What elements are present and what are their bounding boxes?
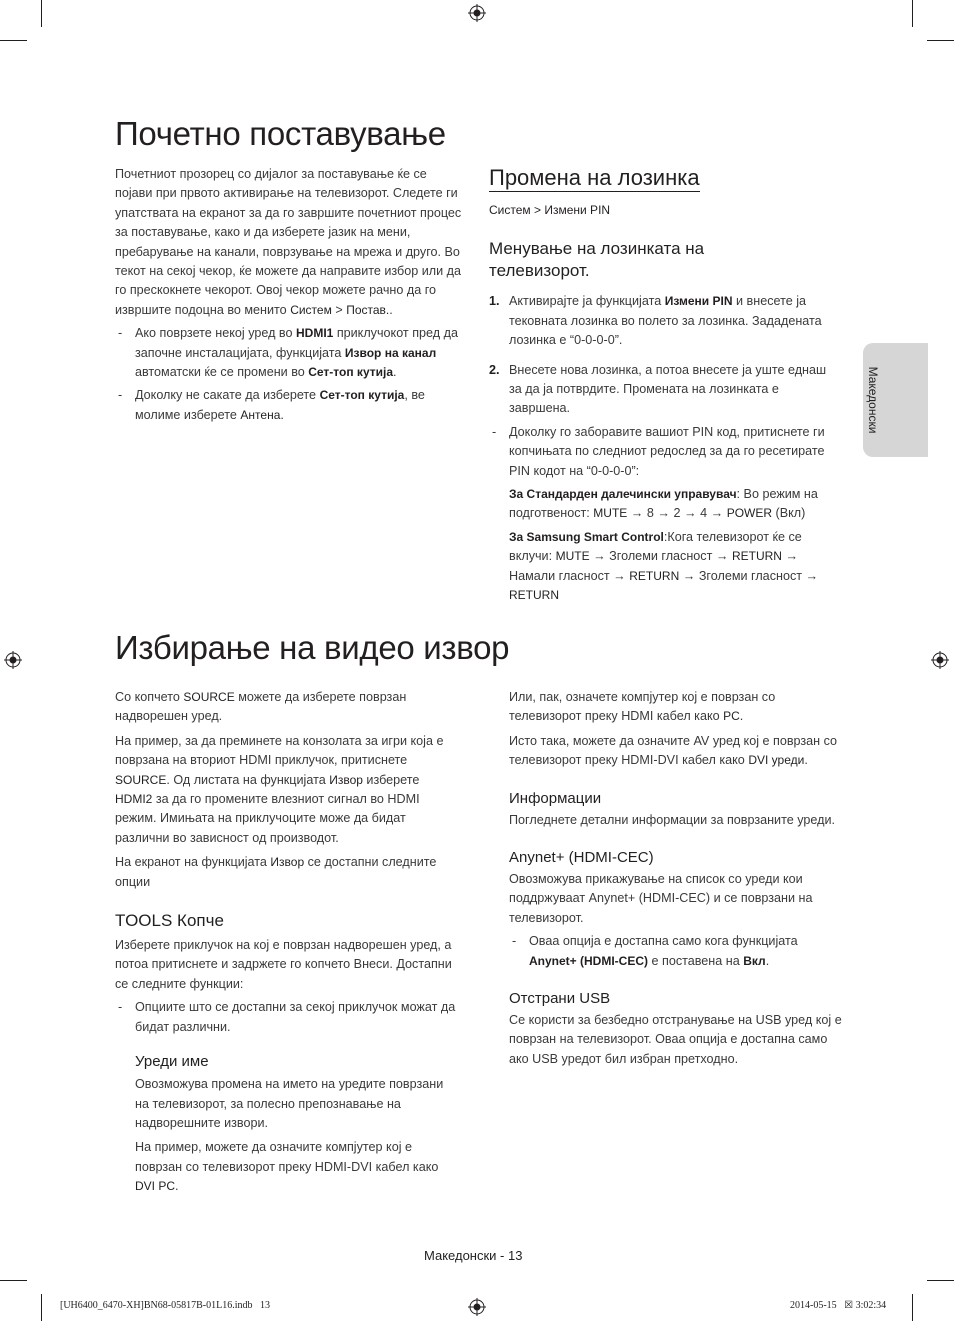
edit-name-example: На пример, можете да означите компјутер кој е поврзан со телевизорот преку HDMI-DVI кабел како DVI PC.	[135, 1140, 439, 1194]
crop-mark	[927, 40, 954, 41]
setup-note: - Доколку не сакате да изберете Сет-топ кутија, ве молиме изберете Антена.	[115, 386, 465, 425]
registration-mark-icon	[468, 4, 486, 22]
anynet-text: Овозможува прикажување на список со уреди кои поддржуваат Anynet+ (HDMI-CEC) и се поврзани на телевизорот.	[509, 872, 813, 925]
source-paragraph: На пример, за да преминете на конзолата за игри која е поврзана на вториот HDMI приклучок, притиснете SOURCE. Од листата на функцијата Извор изберете HDMI2 за да го промените влезниот сигнал во HDMI режим. Имињата на приклучоците може да бидат различни во зависност од производот.	[115, 733, 444, 845]
password-title: Промена на лозинка	[489, 165, 700, 190]
tools-note: - Опциите што се достапни за секој приклучок можат да бидат различни.	[115, 998, 460, 1037]
anynet-note: - Оваа опција е достапна само кога функцијата Anynet+ (HDMI-CEC) е поставена на Вкл.	[509, 932, 844, 971]
setup-section	[115, 165, 465, 425]
password-step: 2. Внесете нова лозинка, а потоа внесете ја уште еднаш за да ја потврдите. Промената на лозинката е завршена.	[489, 362, 827, 416]
page-title-source: Избирање на видео извор	[115, 629, 510, 666]
page-number: Македонски - 13	[424, 1248, 523, 1263]
usb-text: Се користи за безбедно отстранување на USB уред кој е поврзан на телевизорот. Оваа опција е достапна само ако USB уредот бил избран претходно.	[509, 1013, 842, 1066]
info-text: Погледнете детални информации за поврзаните уреди.	[509, 812, 835, 827]
tools-title: TOOLS Копче	[115, 911, 224, 931]
source-paragraph: Исто така, можете да означите AV уред кој е поврзан со телевизорот преку HDMI-DVI кабел како DVI уреди.	[509, 733, 838, 768]
password-note: - Доколку го заборавите вашиот PIN код, притиснете ги копчињата по следниот редослед за да го ресетирате PIN кодот на “0-0-0-0”:	[489, 423, 834, 481]
password-subtitle: Менување на лозинката на телевизорот.	[489, 239, 705, 281]
edit-name-title: Уреди име	[135, 1053, 209, 1071]
password-remote-standard: За Стандарден далечински управувач: Во режим на подготвеност: MUTE → 8 → 2 → 4 → POWER (Вкл)	[509, 487, 818, 521]
crop-mark	[0, 40, 27, 41]
page-title-setup: Почетно поставување	[115, 115, 446, 152]
source-section-left	[115, 688, 460, 1197]
registration-mark-icon	[468, 1298, 486, 1316]
registration-mark-icon	[4, 651, 22, 669]
password-section	[489, 165, 834, 606]
print-date-info: 2014-05-15 ☒ 3:02:34	[790, 1300, 887, 1311]
edit-name-text: Овозможува промена на името на уредите поврзани на телевизорот, за полесно препознавање на надворешните извори.	[135, 1077, 444, 1130]
crop-mark	[0, 1280, 27, 1281]
crop-mark	[912, 1294, 913, 1321]
password-step: 1. Активирајте ја функцијата Измени PIN и внесете ја тековната лозинка во полето за лозинка. Зададената лозинка е “0-0-0-0”.	[489, 294, 822, 348]
language-side-tab	[863, 343, 928, 457]
password-breadcrumb: Систем > Измени PIN	[489, 203, 611, 217]
crop-mark	[41, 1294, 42, 1321]
info-title: Информации	[509, 789, 602, 807]
print-file-info: [UH6400_6470-XH]BN68-05817B-01L16.indb 13	[60, 1300, 270, 1311]
setup-note: - Ако поврзете некој уред во HDMI1 приклучокот пред да започне инсталацијата, функцијата Извор на канал автоматски ќе се промени во Сет-топ кутија.	[115, 324, 465, 382]
registration-mark-icon	[931, 651, 949, 669]
crop-mark	[927, 1280, 954, 1281]
usb-title: Отстрани USB	[509, 990, 611, 1008]
source-paragraph: На екранот на функцијата Извор се достапни следните опции	[115, 855, 437, 889]
password-remote-smart: За Samsung Smart Control:Кога телевизорот ќе се вклучи: MUTE → Зголеми гласност → RETURN → Намали гласност → RETURN → Зголеми гласност → RETURN	[509, 529, 819, 603]
source-section-right	[509, 688, 844, 1069]
tools-text: Изберете приклучок на кој е поврзан надворешен уред, а потоа притиснете и задржете го копчето Внеси. Достапни се следните функции:	[115, 938, 452, 991]
setup-intro: Почетниот прозорец со дијалог за поставување ќе се појави при првото активирање на телевизорот. Следете ги упатствата на екранот за да го завршите почетниот процес за поставување, како и да изберете јазик на мени, пребарување на канали, поврзување на мрежа и друго. Во текот на секој чекор, ќе можете да направите избор или да го прескокнете чекорот. Овој чекор можете рачно да го извршите подоцна во менито Систем > Постав..	[115, 167, 462, 317]
language-side-tab-label: Македонски	[866, 366, 880, 434]
crop-mark	[41, 0, 42, 27]
source-paragraph: Со копчето SOURCE можете да изберете поврзан надворешен уред.	[115, 690, 407, 724]
crop-mark	[912, 0, 913, 27]
source-paragraph: Или, пак, означете компјутер кој е поврзан со телевизорот преку HDMI кабел како PC.	[509, 690, 776, 724]
anynet-title: Anynet+ (HDMI-CEC)	[509, 849, 654, 867]
